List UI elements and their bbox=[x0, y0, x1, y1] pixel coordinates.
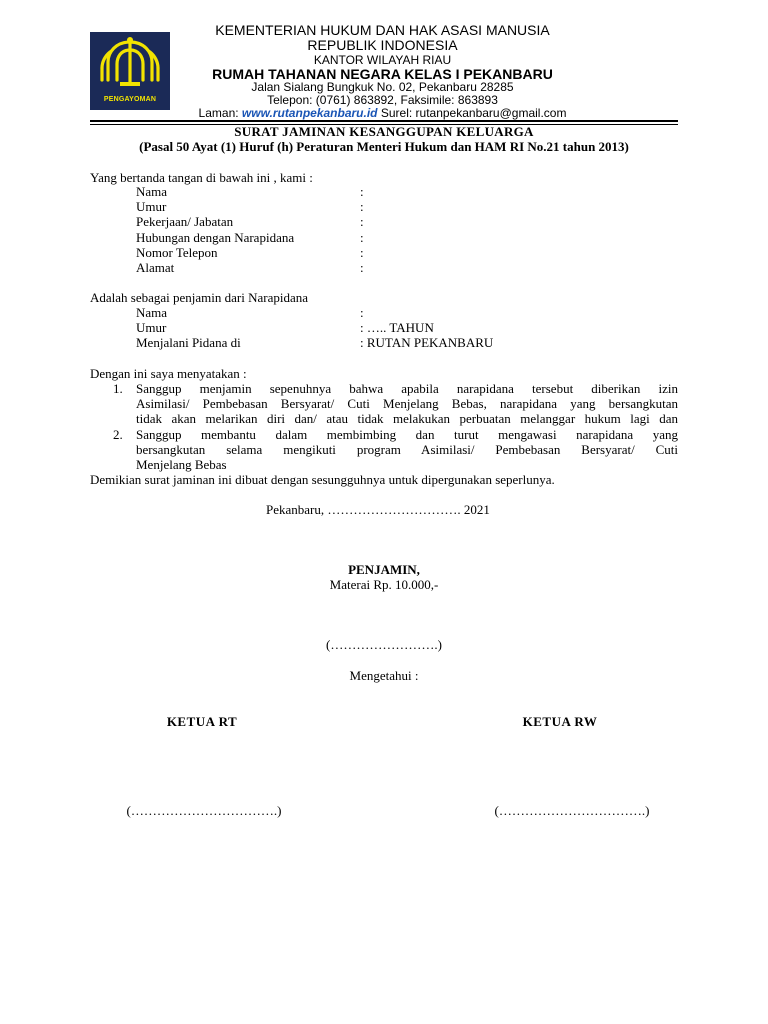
header-divider-thick bbox=[90, 120, 678, 122]
field-value: : bbox=[360, 305, 364, 320]
field-label: Menjalani Pidana di bbox=[136, 335, 241, 350]
intro-text: Yang bertanda tangan di bawah ini , kami : bbox=[90, 170, 313, 185]
pengayoman-logo bbox=[90, 32, 170, 110]
institution-name: RUMAH TAHANAN NEGARA KELAS I PEKANBARU bbox=[212, 66, 553, 82]
field-label: Pekerjaan/ Jabatan bbox=[136, 214, 234, 229]
field-label: Umur bbox=[136, 320, 167, 335]
republic-name: REPUBLIK INDONESIA bbox=[307, 37, 458, 53]
field-label: Alamat bbox=[136, 260, 175, 275]
place-date: Pekanbaru, …………………………. 2021 bbox=[266, 502, 490, 517]
field-value: : RUTAN PEKANBARU bbox=[360, 335, 494, 350]
field-value: : bbox=[360, 230, 364, 245]
logo-text: PENGAYOMAN bbox=[103, 96, 157, 103]
banyan-tree-icon bbox=[90, 32, 170, 98]
rt-signature-blank: (…………………………….) bbox=[126, 803, 282, 818]
statement-number: 2. bbox=[113, 427, 123, 442]
field-value: : bbox=[360, 214, 364, 229]
phone-fax: Telepon: (0761) 863892, Faksimile: 863893 bbox=[267, 93, 498, 107]
acknowledged-label: Mengetahui : bbox=[349, 668, 419, 683]
statement-number: 1. bbox=[113, 381, 123, 396]
closing-text: Demikian surat jaminan ini dibuat dengan sesungguhnya untuk dipergunakan seperlunya. bbox=[90, 472, 555, 487]
stamp-note: Materai Rp. 10.000,- bbox=[329, 577, 439, 592]
guarantor-title: PENJAMIN, bbox=[348, 562, 420, 577]
web-email-line bbox=[180, 106, 585, 120]
statement-line: Sanggup menjamin sepenuhnya bahwa apabila narapidana tersebut diberikan izin bbox=[136, 381, 678, 396]
statement-line: tidak akan melarikan diri dan/ atau tidak melakukan perbuatan melanggar hukum lagi dan bbox=[136, 411, 678, 426]
field-value: : bbox=[360, 184, 364, 199]
field-value: : ….. TAHUN bbox=[360, 320, 434, 335]
address: Jalan Sialang Bungkuk No. 02, Pekanbaru 28285 bbox=[251, 80, 514, 94]
field-label: Nama bbox=[136, 305, 168, 320]
field-value: : bbox=[360, 245, 364, 260]
statement-line: Sanggup membantu dalam membimbing dan turut mengawasi narapidana yang bbox=[136, 427, 678, 442]
field-label: Nomor Telepon bbox=[136, 245, 218, 260]
statement-line: Asimilasi/ Pembebasan Bersyarat/ Cuti Menjelang Bebas, narapidana yang bersangkutan bbox=[136, 396, 678, 411]
statement-line: bersangkutan selama mengikuti program Asimilasi/ Pembebasan Bersyarat/ Cuti bbox=[136, 442, 678, 457]
statement-intro: Dengan ini saya menyatakan : bbox=[90, 366, 247, 381]
rw-title: KETUA RW bbox=[522, 714, 598, 729]
ministry-name: KEMENTERIAN HUKUM DAN HAK ASASI MANUSIA bbox=[215, 22, 550, 38]
office-name: KANTOR WILAYAH RIAU bbox=[313, 53, 452, 67]
web-label: Laman: bbox=[198, 106, 239, 120]
email: Surel: rutanpekanbaru@gmail.com bbox=[380, 106, 567, 120]
field-value: : bbox=[360, 260, 364, 275]
field-label: Umur bbox=[136, 199, 167, 214]
statement-line: Menjelang Bebas bbox=[136, 457, 227, 472]
field-label: Hubungan dengan Narapidana bbox=[136, 230, 295, 245]
inmate-intro: Adalah sebagai penjamin dari Narapidana bbox=[90, 290, 309, 305]
letter-subtitle: (Pasal 50 Ayat (1) Huruf (h) Peraturan Menteri Hukum dan HAM RI No.21 tahun 2013) bbox=[139, 139, 629, 154]
field-value: : bbox=[360, 199, 364, 214]
letter-title: SURAT JAMINAN KESANGGUPAN KELUARGA bbox=[234, 124, 534, 139]
rw-signature-blank: (…………………………….) bbox=[494, 803, 650, 818]
field-label: Nama bbox=[136, 184, 168, 199]
website-link[interactable]: www.rutanpekanbaru.id bbox=[241, 106, 378, 120]
guarantor-signature-blank: (…………………….) bbox=[326, 637, 442, 652]
rt-title: KETUA RT bbox=[166, 714, 238, 729]
